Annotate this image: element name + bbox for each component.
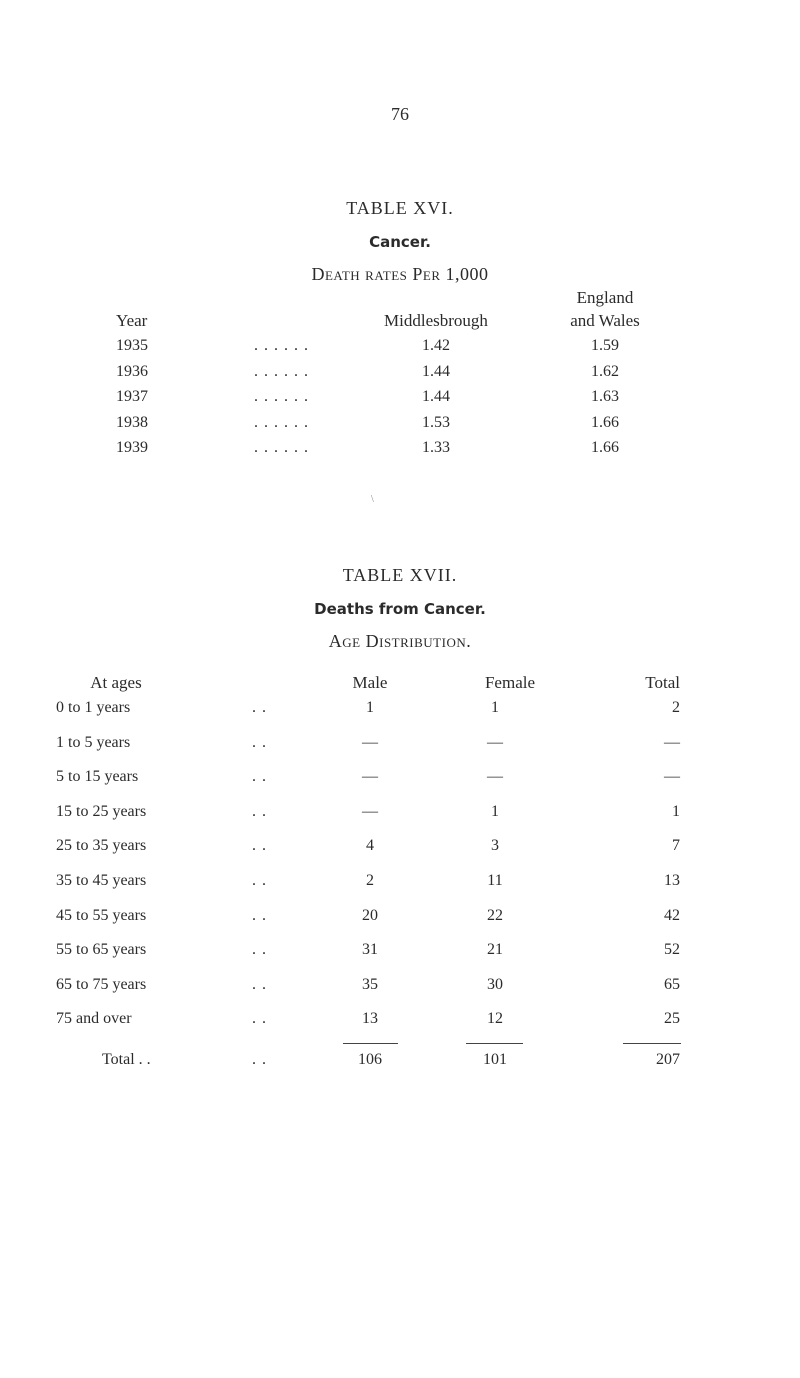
table17-total-cell: 13	[664, 872, 680, 889]
table17-total-cell: 52	[664, 941, 680, 959]
table17-male-cell: —	[362, 768, 378, 786]
table17-total-header: Total	[645, 673, 680, 692]
table16-england-cell: 1.66	[591, 439, 619, 457]
table16-year-cell: 1938	[116, 413, 148, 431]
total-row-label: Total . .	[102, 1051, 151, 1068]
table16-year-cell: 1939	[116, 439, 148, 457]
table17-ages-header: At ages	[90, 673, 142, 692]
table16-middlesbrough-cell: 1.42	[422, 337, 450, 354]
table16-row-leader: . . . . . .	[254, 413, 309, 431]
table16-caption: Death rates Per 1,000	[311, 264, 489, 284]
total-row-total: 207	[656, 1051, 680, 1068]
table17-subtitle: Deaths from Cancer.	[314, 600, 486, 618]
table17-total-cell: —	[664, 768, 680, 786]
table17-male-cell: 20	[362, 906, 378, 924]
table16-middlesbrough-cell: 1.44	[422, 362, 450, 380]
table16-middlesbrough-cell: 1.44	[422, 388, 450, 406]
table16-year-cell: 1936	[116, 362, 148, 380]
table17-ages-cell: 75 and over	[56, 1010, 132, 1028]
table16-row-leader: . . . . . .	[254, 439, 309, 457]
table17-total-cell: 42	[664, 906, 680, 924]
table17-row-leader: . .	[252, 941, 267, 959]
table17-ages-cell: 55 to 65 years	[56, 941, 147, 959]
table17-ages-cell: 5 to 15 years	[56, 768, 139, 786]
table17-row-leader: . .	[252, 837, 267, 855]
table17-row-leader: . .	[252, 733, 267, 751]
table16-year-header: Year	[116, 311, 148, 330]
table17-ages-cell: 1 to 5 years	[56, 733, 131, 751]
table17-row-leader: . .	[252, 872, 267, 889]
female-total-rule	[466, 1043, 523, 1044]
table17-male-cell: 1	[366, 699, 374, 716]
table16-england-cell: 1.66	[591, 413, 619, 431]
table16-england-header-line2: and Wales	[570, 311, 640, 330]
table17-ages-cell: 15 to 25 years	[56, 802, 147, 820]
table17-female-cell: —	[487, 733, 503, 751]
table17-female-cell: 3	[491, 837, 499, 855]
table17-row-leader: . .	[252, 768, 267, 786]
table17-female-cell: 30	[487, 975, 503, 993]
table17-row-leader: . .	[252, 1010, 267, 1028]
table17-female-cell: 1	[491, 699, 499, 716]
table17-ages-cell: 25 to 35 years	[56, 837, 147, 855]
table16-year-cell: 1935	[116, 337, 148, 354]
table17-row-leader: . .	[252, 975, 267, 993]
table17-male-cell: 4	[366, 837, 374, 855]
total-row-male: 106	[358, 1051, 382, 1068]
table17-male-cell: —	[362, 802, 378, 820]
table16-row-leader: . . . . . .	[254, 337, 309, 354]
table16-subtitle: Cancer.	[369, 233, 431, 251]
table17-total-cell: 2	[672, 699, 680, 716]
table17-row-leader: . .	[252, 802, 267, 820]
table16-year-cell: 1937	[116, 388, 148, 406]
table17-ages-cell: 45 to 55 years	[56, 906, 147, 924]
table17-title: TABLE XVII.	[342, 565, 458, 585]
table17-row-leader: . .	[252, 906, 267, 924]
table17-total-cell: 25	[664, 1010, 680, 1028]
table17-male-cell: —	[362, 733, 378, 751]
table17-total-cell: —	[664, 733, 680, 751]
table16-england-cell: 1.59	[591, 337, 619, 354]
page-number: 76	[391, 104, 409, 124]
table17-male-cell: 2	[366, 872, 374, 889]
table16-middlesbrough-cell: 1.33	[422, 439, 450, 457]
table17-male-cell: 31	[362, 941, 378, 959]
table17-female-cell: —	[487, 768, 503, 786]
table16-england-header-line1: England	[576, 288, 634, 307]
table17-male-cell: 13	[362, 1010, 378, 1028]
table17-female-cell: 1	[491, 802, 499, 820]
table17-female-header: Female	[484, 673, 536, 692]
table16-england-cell: 1.63	[591, 388, 619, 406]
table16-row-leader: . . . . . .	[254, 362, 309, 380]
table17-female-cell: 21	[487, 941, 503, 959]
total-row-leader: . .	[252, 1051, 267, 1068]
table16-middlesbrough-header: Middlesbrough	[384, 311, 488, 330]
table17-ages-cell: 0 to 1 years	[56, 699, 131, 716]
table17-female-cell: 12	[487, 1010, 503, 1028]
total-row-female: 101	[483, 1051, 507, 1068]
table17-female-cell: 22	[487, 906, 503, 924]
table17-total-cell: 65	[664, 975, 680, 993]
table17-ages-cell: 35 to 45 years	[56, 872, 147, 889]
table17-male-cell: 35	[362, 975, 378, 993]
table17-ages-cell: 65 to 75 years	[56, 975, 147, 993]
table16-row-leader: . . . . . .	[254, 388, 309, 406]
table16-title: TABLE XVI.	[346, 198, 454, 218]
total-total-rule	[623, 1043, 681, 1044]
table17-female-cell: 11	[487, 872, 503, 889]
table17-male-header: Male	[352, 673, 388, 692]
male-total-rule	[343, 1043, 398, 1044]
table17-row-leader: . .	[252, 699, 267, 716]
table17-caption: Age Distribution.	[328, 631, 472, 651]
table17-total-cell: 1	[672, 802, 680, 820]
table16-middlesbrough-cell: 1.53	[422, 413, 450, 431]
stray-mark: \	[371, 494, 374, 505]
table16-england-cell: 1.62	[591, 362, 619, 380]
table17-total-cell: 7	[672, 837, 680, 855]
